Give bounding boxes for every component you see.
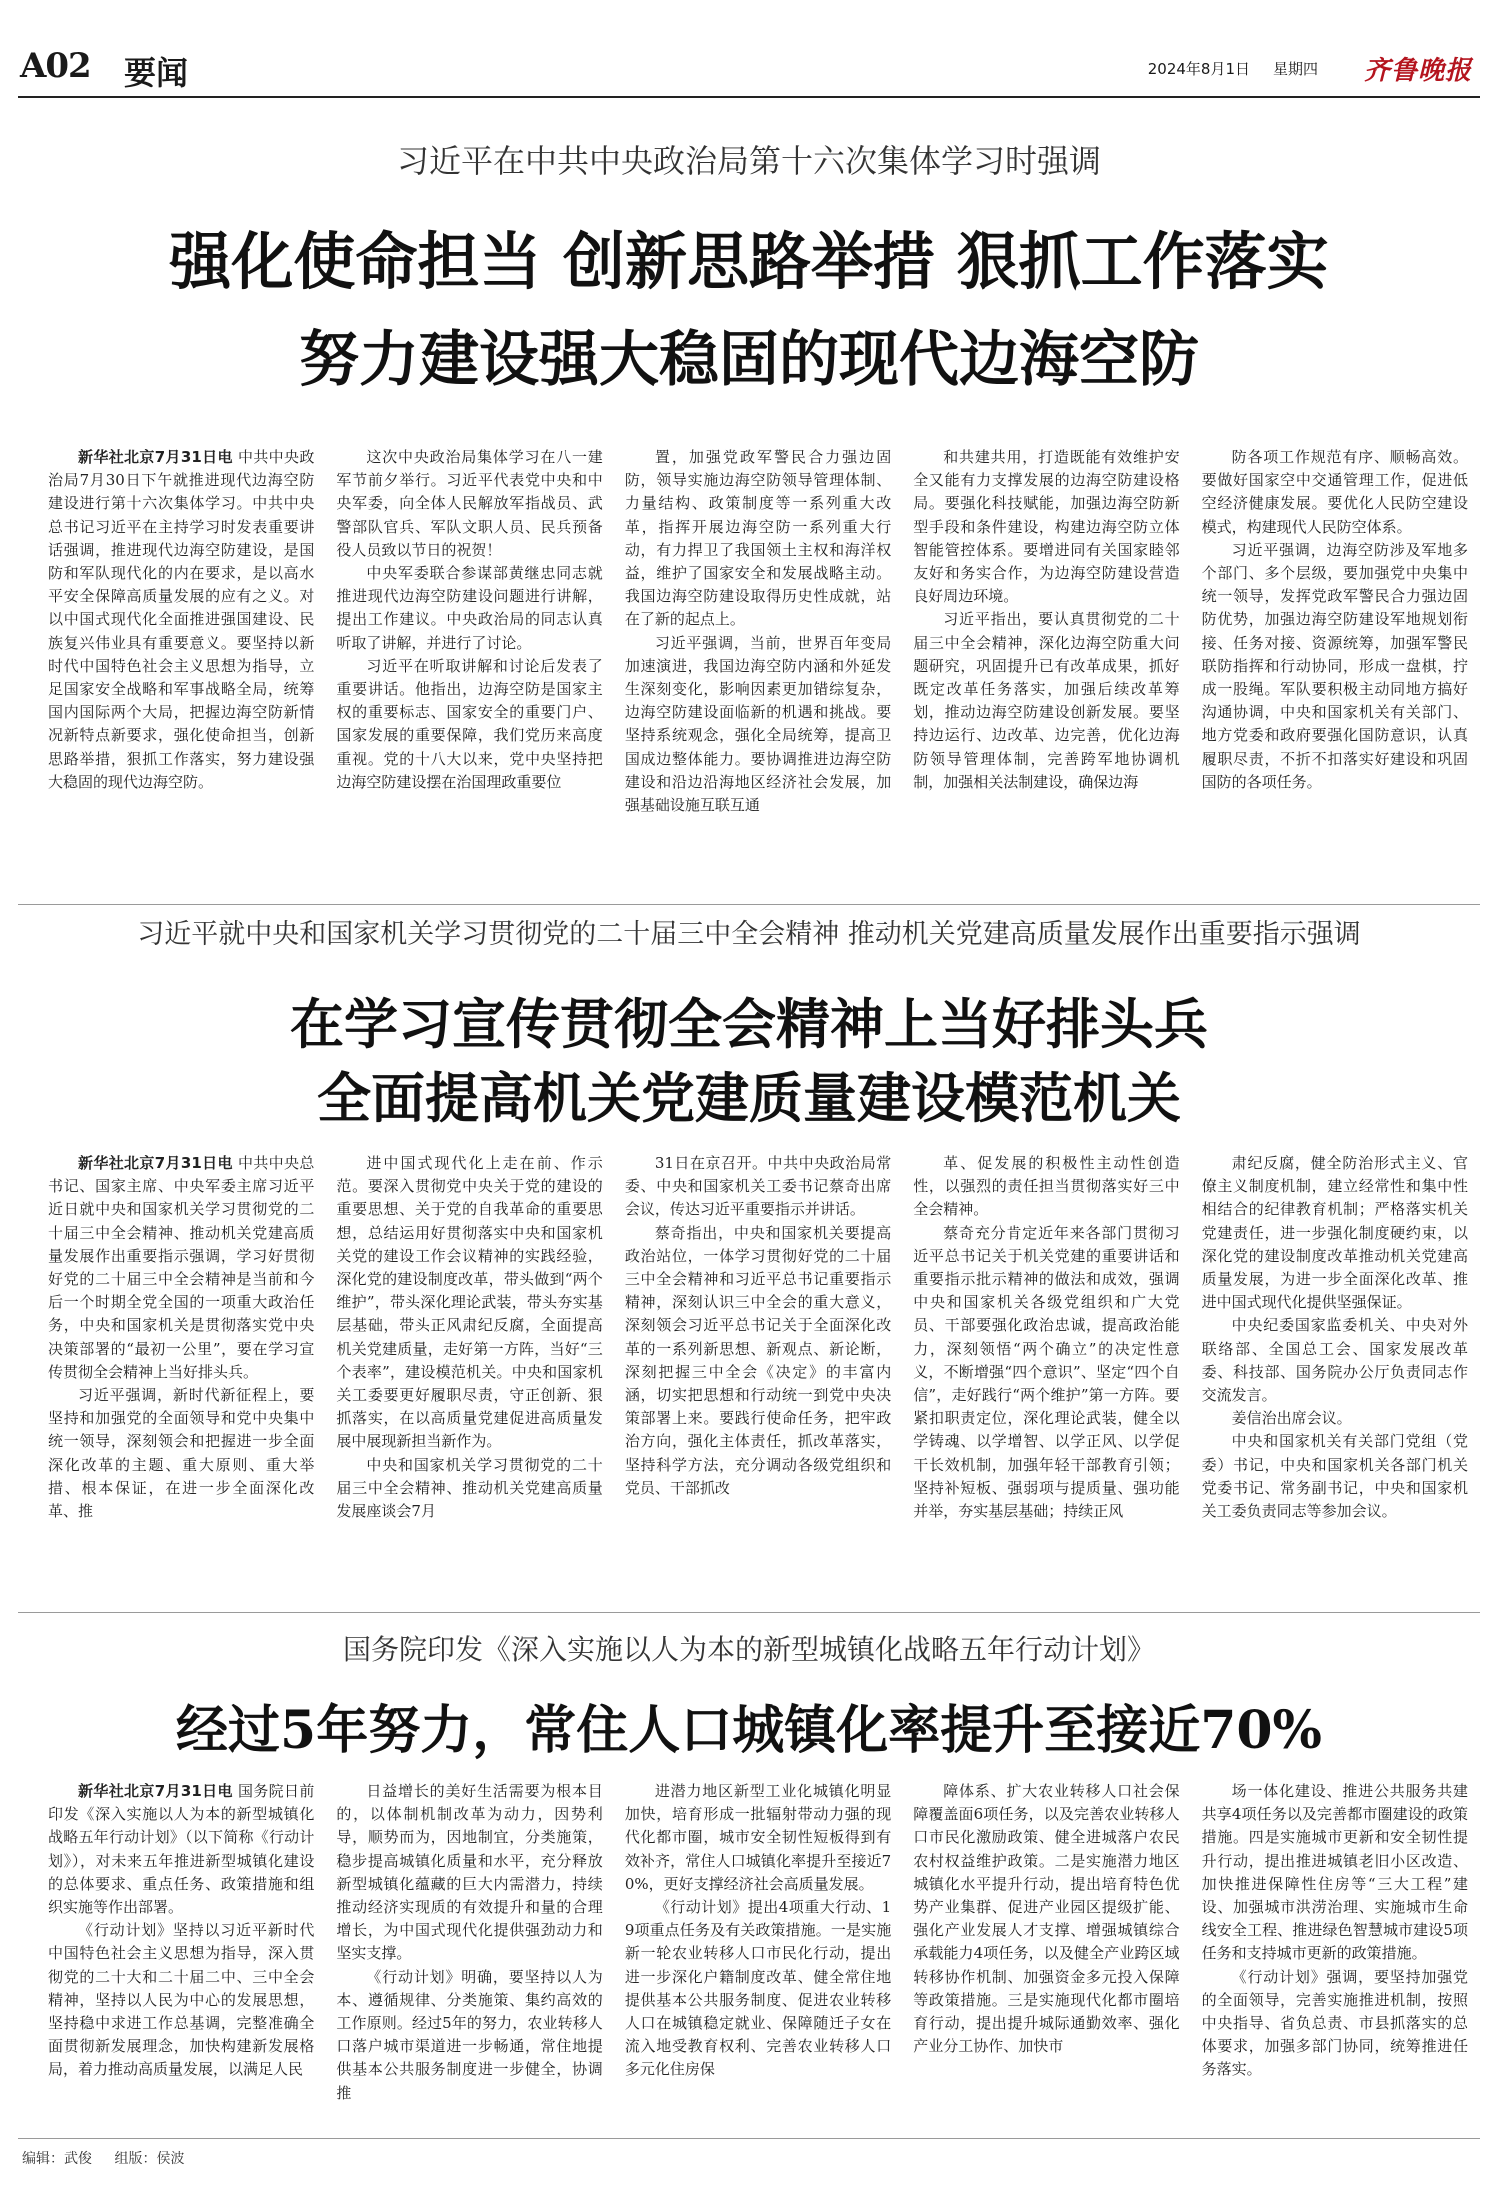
paragraph [1202, 539, 1468, 794]
issue-weekday: 星期四 [1272, 60, 1318, 78]
paragraph-text: 国务院日前印发《深入实施以人为本的新型城镇化战略五年行动计划》（以下简称《行动计划》），对未来五年推进新型城镇化建设的总体要求、重点任务、政策措施和组织实施等作出部署。 [48, 1782, 315, 1917]
text-column [48, 1780, 314, 2140]
article-headline: 强化使命担当 创新思路举措 狠抓工作落实 [169, 225, 1329, 298]
paragraph-text: 置，加强党政军警民合力强边固防，领导实施边海空防领导管理体制、力量结构、政策制度等一系列重大改革，指挥开展边海空防一系列重大行动，有力捍卫了我国领土主权和海洋权益，维护了国家安全和发展战略主动。我国边海空防建设取得历史性成就，站在了新的起点上。 [624, 448, 892, 629]
paragraph [913, 608, 1179, 794]
paragraph-text: 《行动计划》强调，要坚持加强党的全面领导，完善实施推进机制，按照中央指导、省负总责、市县抓落实的总体要求，加强多部门协同，统筹推进任务落实。 [1201, 1967, 1469, 2079]
paragraph-text: 31日在京召开。中共中央政治局常委、中央和国家机关工委书记蔡奇出席会议，传达习近平重要指示并讲话。 [624, 1154, 892, 1219]
paragraph-text: 《行动计划》明确，要坚持以人为本、遵循规律、分类施策、集约高效的工作原则。经过5年的努力，农业转移人口落户城市渠道进一步畅通，常住地提供基本公共服务制度进一步健全，协调推 [336, 1967, 603, 2102]
paragraph [336, 562, 602, 655]
paragraph-text: 习近平指出，要认真贯彻党的二十届三中全会精神，深化边海空防重大问题研究，巩固提升已有改革成果，抓好既定改革任务落实，加强后续改革筹划，推动边海空防建设创新发展。要坚持边运行、边改革、边完善，优化边海防领导管理体制，完善跨军地协调机制，加强相关法制建设，确保边海 [913, 610, 1180, 791]
text-column [1202, 446, 1468, 890]
paragraph-text: 习近平强调，新时代新征程上，要坚持和加强党的全面领导和党中央集中统一领导，深刻领会和把握进一步全面深化改革的主题、重大原则、重大举措、根本保证，在进一步全面深化改革、推 [48, 1386, 315, 1521]
paragraph [1202, 1407, 1468, 1430]
header-rule [18, 96, 1480, 98]
article-body [48, 446, 1468, 890]
paragraph [48, 1919, 314, 2081]
article-border-defense [18, 130, 1480, 900]
article-body [48, 1780, 1468, 2140]
layout-credit: 组版：侯波 [114, 2151, 185, 2167]
text-column [625, 1152, 891, 1586]
text-column [48, 1152, 314, 1586]
paragraph [48, 1384, 314, 1523]
paragraph-text: 习近平强调，边海空防涉及军地多个部门、多个层级，要加强党中央集中统一领导，发挥党政军警民合力强边固防优势，加强边海空防建设军地规划衔接、任务对接、资源统筹，加强军警民联防指挥和行动协同，形成一盘棋，拧成一股绳。军队要积极主动同地方搞好沟通协调，中央和国家机关有关部门、地方党委和政府要强化国防意识，认真履职尽责，不折不扣落实好建设和巩固国防的各项任务。 [1201, 540, 1469, 791]
article-body [48, 1152, 1468, 1586]
paragraph-text: 场一体化建设、推进公共服务共建共享4项任务以及完善都市圈建设的政策措施。四是实施城市更新和安全韧性提升行动，提出推进城镇老旧小区改造、加快推进保障性住房等“三大工程”建设、加强城市洪涝治理、实施城市生命线安全工程、推进绿色智慧城市建设5项任务和支持城市更新的政策措施。 [1201, 1782, 1469, 1963]
text-column [336, 1152, 602, 1586]
paragraph [625, 446, 891, 632]
paragraph [625, 1896, 891, 2082]
paragraph [913, 1780, 1179, 2058]
article-kicker: 国务院印发《深入实施以人为本的新型城镇化战略五年行动计划》 [342, 1633, 1155, 1666]
paragraph-text: 进潜力地区新型工业化城镇化明显加快，培育形成一批辐射带动力强的现代化都市圈，城市安全韧性短板得到有效补齐，常住人口城镇化率提升至接近70%，更好支撑经济社会高质量发展。 [624, 1782, 892, 1893]
paragraph [336, 1454, 602, 1524]
paragraph [336, 1780, 602, 1966]
paragraph-text: 障体系、扩大农业转移人口社会保障覆盖面6项任务，以及完善农业转移人口市民化激励政策、健全进城落户农民农村权益维护政策。二是实施潜力地区城镇化水平提升行动，提出培育特色优势产业集群、促进产业园区提级扩能、强化产业发展人才支撑、增强城镇综合承载能力4项任务，以及健全产业跨区域转移协作机制、加强资金多元投入保障等政策措施。三是实施现代化都市圈培育行动，提出提升城际通勤效率、强化产业分工协作、加快市 [913, 1782, 1180, 2056]
article-kicker: 习近平在中共中央政治局第十六次集体学习时强调 [396, 142, 1101, 180]
paper-logo: 齐鲁晚报 [1363, 56, 1472, 86]
dateline: 新华社北京7月31日电 [78, 1782, 233, 1800]
paragraph [625, 632, 891, 818]
paragraph [913, 1222, 1179, 1524]
paragraph-text: 中共中央政治局7月30日下午就推进现代边海空防建设进行第十六次集体学习。中共中央总书记习近平在主持学习时发表重要讲话强调，推进现代边海空防建设，是国防和军队现代化的内在要求，是以高水平安全保障高质量发展的应有之义。对以中国式现代化全面推进强国建设、民族复兴伟业具有重要意义。要坚持以新时代中国特色社会主义思想为指导，立足国家安全战略和军事战略全局，统筹国内国际两个大局，把握边海空防新情况新特点新要求，强化使命担当，创新思路举措，狠抓工作落实，努力建设强大稳固的现代边海空防。 [48, 448, 315, 791]
article-urbanization [18, 1620, 1480, 2140]
paragraph [336, 1152, 602, 1454]
paragraph-text: 《行动计划》提出4项重大行动、19项重点任务及有关政策措施。一是实施新一轮农业转移人口市民化行动，提出进一步深化户籍制度改革、健全常住地提供基本公共服务制度、促进农业转移人口在城镇稳定就业、保障随迁子女在流入地受教育权利、完善农业转移人口多元化住房保 [624, 1898, 892, 2079]
paragraph [1202, 1430, 1468, 1523]
text-column [336, 1780, 602, 2140]
paragraph-text: 习近平在听取讲解和讨论后发表了重要讲话。他指出，边海空防是国家主权的重要标志、国家安全的重要门户、国家发展的重要保障，我们党历来高度重视。党的十八大以来，党中央坚持把边海空防建设摆在治国理政重要位 [336, 656, 603, 791]
text-column [48, 446, 314, 890]
paragraph [1202, 446, 1468, 539]
paragraph [48, 1780, 314, 1919]
article-subheadline: 努力建设强大稳固的现代边海空防 [299, 325, 1199, 395]
paragraph-text: 蔡奇充分肯定近年来各部门贯彻习近平总书记关于机关党建的重要讲话和重要指示批示精神的做法和成效，强调中央和国家机关各级党组织和广大党员、干部要强化政治忠诚，提高政治能力，深刻领悟“两个确立”的决定性意义，不断增强“四个意识”、坚定“四个自信”，走好践行“两个维护”第一方阵。要紧扣职责定位，深化理论武装，健全以学铸魂、以学增智、以学正风、以学促干长效机制，加强年轻干部教育引领；坚持补短板、强弱项与提质量、强功能并举，夯实基层基础；持续正风 [913, 1223, 1180, 1521]
editor-credit: 编辑：武俊 [22, 2151, 92, 2167]
text-column [913, 446, 1179, 890]
paragraph-text: 蔡奇指出，中央和国家机关要提高政治站位，一体学习贯彻好党的二十届三中全会精神和习近平总书记重要指示精神，深刻认识三中全会的重大意义，深刻领会习近平总书记关于全面深化改革的一系列新思想、新观点、新论断，深刻把握三中全会《决定》的丰富内涵，切实把思想和行动统一到党中央决策部署上来。要践行使命任务，把牢政治方向，强化主体责任，抓改革落实，坚持科学方法，充分调动各级党组织和党员、干部抓改 [624, 1223, 892, 1497]
article-kicker: 习近平就中央和国家机关学习贯彻党的二十届三中全会精神 推动机关党建高质量发展作出重要指示强调 [137, 919, 1361, 950]
paragraph-text: 这次中央政治局集体学习在八一建军节前夕举行。习近平代表党中央和中央军委，向全体人民解放军指战员、武警部队官兵、军队文职人员、民兵预备役人员致以节日的祝贺！ [336, 448, 603, 559]
issue-date: 2024年8月1日 [1147, 60, 1250, 78]
dateline: 新华社北京7月31日电 [78, 1154, 233, 1172]
paragraph [625, 1152, 891, 1222]
paragraph-text: 中央纪委国家监委机关、中央对外联络部、全国总工会、国家发展改革委、科技部、国务院办公厅负责同志作交流发言。 [1201, 1316, 1469, 1405]
paragraph [1202, 1780, 1468, 1966]
paragraph [336, 655, 602, 794]
section-divider [18, 1612, 1480, 1613]
paragraph [1202, 1966, 1468, 2082]
page-footer [22, 2148, 202, 2168]
paragraph [1202, 1314, 1468, 1407]
paragraph-text: 中共中央总书记、国家主席、中央军委主席习近平近日就中央和国家机关学习贯彻党的二十届三中全会精神、推动机关党建高质量发展作出重要指示强调，学习好贯彻好党的二十届三中全会精神是当前和今后一个时期全党全国的一项重大政治任务，中央和国家机关是贯彻落实党中央决策部署的“最初一公里”，要在学习宣传贯彻全会精神上当好排头兵。 [48, 1154, 315, 1381]
paragraph-text: 习近平强调，当前，世界百年变局加速演进，我国边海空防内涵和外延发生深刻变化，影响因素更加错综复杂，边海空防建设面临新的机遇和挑战。要坚持系统观念，强化全局统筹，提高卫国成边整体能力。要协调推进边海空防建设和沿边沿海地区经济社会发展，加强基础设施互联互通 [624, 633, 892, 815]
section-name: 要闻 [124, 54, 189, 92]
text-column [1202, 1152, 1468, 1586]
footer-rule [18, 2138, 1480, 2139]
paragraph [48, 446, 314, 794]
masthead [18, 40, 1480, 92]
text-column [1202, 1780, 1468, 2140]
paragraph [48, 1152, 314, 1384]
text-column [913, 1152, 1179, 1586]
paragraph-text: 肃纪反腐，健全防治形式主义、官僚主义制度机制，建立经常性和集中性相结合的纪律教育机制；严格落实机关党建责任，进一步强化制度硬约束，以深化党的建设制度改革推动机关党建高质量发展，为进一步全面深化改革、推进中国式现代化提供坚强保证。 [1201, 1154, 1469, 1312]
paragraph [625, 1222, 891, 1500]
section-number: A02 [20, 46, 91, 86]
paragraph-text: 姜信治出席会议。 [1231, 1409, 1352, 1428]
article-subheadline: 全面提高机关党建质量建设模范机关 [317, 1066, 1181, 1130]
paragraph [625, 1780, 891, 1896]
text-column [336, 446, 602, 890]
paragraph-text: 中央和国家机关学习贯彻党的二十届三中全会精神、推动机关党建高质量发展座谈会7月 [336, 1455, 603, 1521]
article-headline: 在学习宣传贯彻全会精神上当好排头兵 [290, 992, 1208, 1056]
paragraph-text: 中央军委联合参谋部黄继忠同志就推进现代边海空防建设问题进行讲解，提出工作建议。中央政治局的同志认真听取了讲解，并进行了讨论。 [336, 564, 603, 652]
paragraph [336, 1966, 602, 2105]
paragraph-text: 日益增长的美好生活需要为根本目的，以体制机制改革为动力，因势利导，顺势而为，因地制宜，分类施策，稳步提高城镇化质量和水平，充分释放新型城镇化蕴藏的巨大内需潜力，持续推动经济实现质的有效提升和量的合理增长，为中国式现代化提供强劲动力和坚实支撑。 [336, 1782, 603, 1963]
article-headline: 经过5年努力，常住人口城镇化率提升至接近70% [176, 1700, 1322, 1761]
paragraph-text: 《行动计划》坚持以习近平新时代中国特色社会主义思想为指导，深入贯彻党的二十大和二十届二中、三中全会精神，坚持以人民为中心的发展思想，坚持稳中求进工作总基调，完整准确全面贯彻新发展理念，加快构建新发展格局，着力推动高质量发展，以满足人民 [48, 1921, 315, 2079]
paragraph-text: 革、促发展的积极性主动性创造性，以强烈的责任担当贯彻落实好三中全会精神。 [913, 1154, 1180, 1219]
text-column [625, 446, 891, 890]
paragraph-text: 和共建共用，打造既能有效维护安全又能有力支撑发展的边海空防建设格局。要强化科技赋能，加强边海空防新型手段和条件建设，构建边海空防立体智能管控体系。要增进同有关国家睦邻友好和务实合作，为边海空防建设营造良好周边环境。 [913, 448, 1180, 606]
article-party-building [18, 912, 1480, 1604]
paragraph-text: 进中国式现代化上走在前、作示范。要深入贯彻党中央关于党的建设的重要思想、关于党的自我革命的重要思想，总结运用好贯彻落实中央和国家机关党的建设工作会议精神的实践经验，深化党的建设制度改革，带头做到“两个维护”，带头深化理论武装，带头夯实基层基础，带头正风肃纪反腐，全面提高机关党建质量，走好第一方阵，当好“三个表率”，建设模范机关。中央和国家机关工委要更好履职尽责，守正创新、狠抓落实，在以高质量党建促进高质量发展中展现新担当新作为。 [336, 1154, 603, 1451]
text-column [625, 1780, 891, 2140]
paragraph [913, 446, 1179, 608]
paragraph [336, 446, 602, 562]
paragraph-text: 中央和国家机关有关部门党组（党委）书记，中央和国家机关各部门机关党委书记、常务副书记，中央和国家机关工委负责同志等参加会议。 [1201, 1432, 1469, 1521]
paragraph-text: 防各项工作规范有序、顺畅高效。要做好国家空中交通管理工作，促进低空经济健康发展。要优化人民防空建设模式，构建现代人民防空体系。 [1201, 448, 1469, 536]
text-column [913, 1780, 1179, 2140]
section-divider [18, 904, 1480, 905]
dateline: 新华社北京7月31日电 [78, 448, 233, 466]
paragraph [913, 1152, 1179, 1222]
paragraph [1202, 1152, 1468, 1314]
